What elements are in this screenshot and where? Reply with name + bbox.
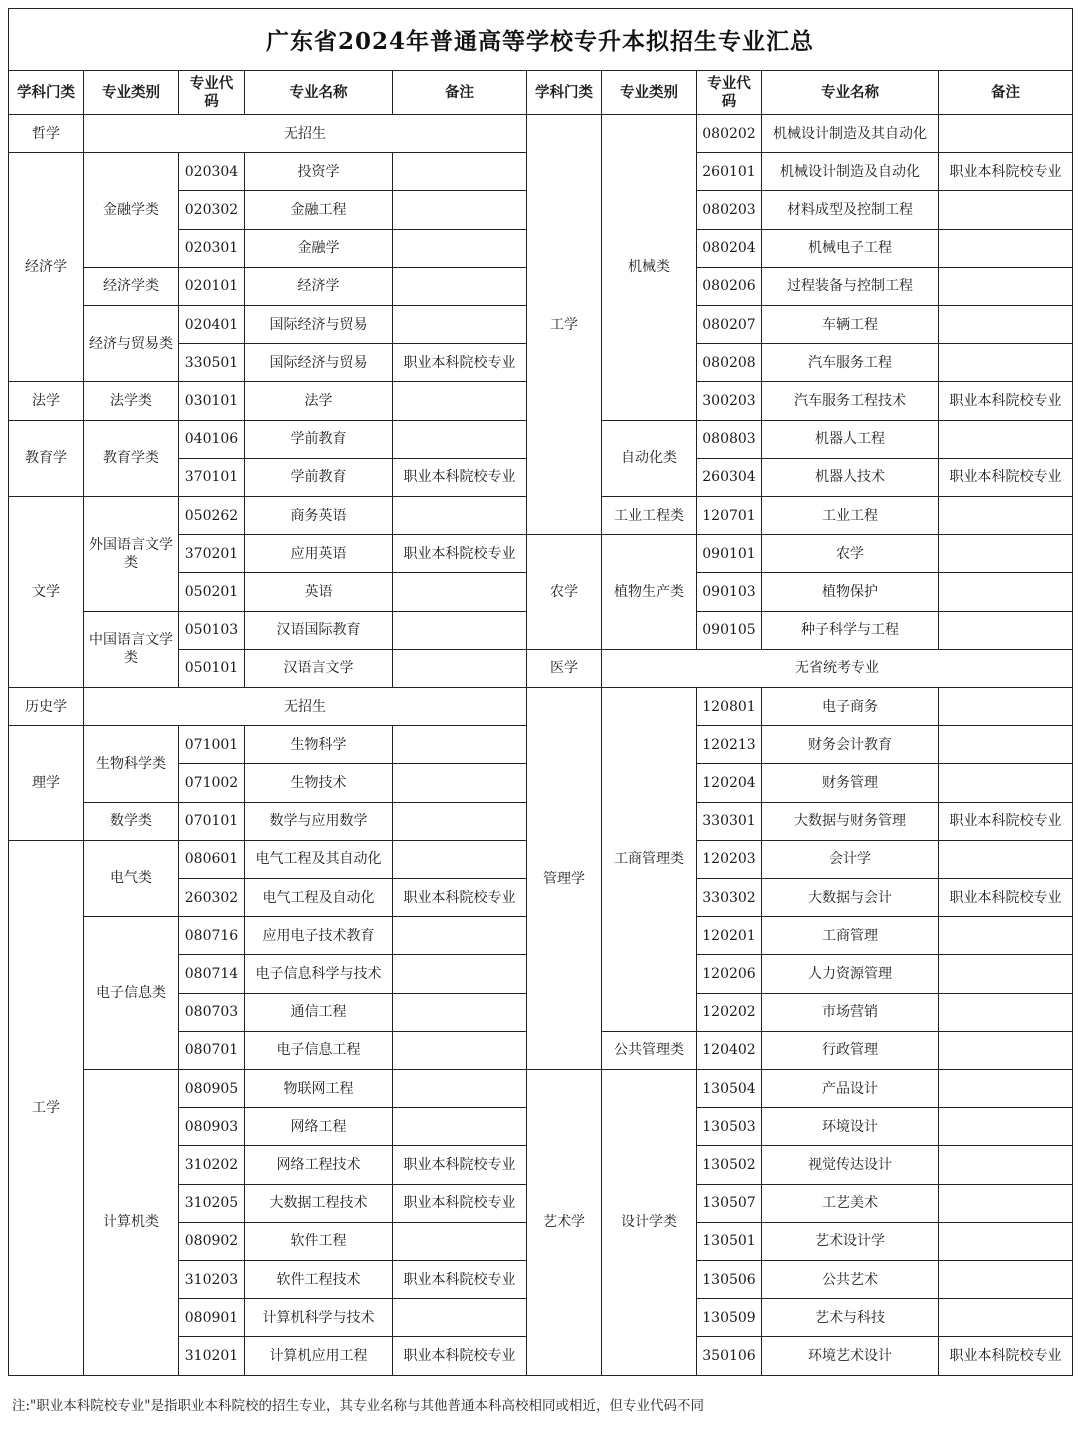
major-code: 120206 — [696, 954, 762, 993]
remark-cell: 职业本科院校专业 — [938, 878, 1073, 917]
major-code: 080703 — [178, 993, 245, 1032]
major-code: 080206 — [696, 267, 762, 306]
remark-cell — [938, 840, 1073, 879]
major-code: 300203 — [696, 381, 762, 420]
major-code: 020302 — [178, 190, 245, 229]
major-name: 环境设计 — [761, 1107, 939, 1146]
remark-cell — [938, 572, 1073, 611]
remark-cell: 职业本科院校专业 — [392, 1145, 527, 1184]
major-name: 经济学 — [244, 267, 393, 306]
major-name: 车辆工程 — [761, 305, 939, 344]
remark-cell — [938, 114, 1073, 153]
major-code: 130509 — [696, 1298, 762, 1337]
remark-cell: 职业本科院校专业 — [938, 152, 1073, 191]
major-name: 软件工程技术 — [244, 1260, 393, 1299]
major-code: 120202 — [696, 993, 762, 1032]
header-major-name: 专业名称 — [244, 70, 393, 115]
header-discipline: 学科门类 — [8, 70, 84, 115]
remark-cell — [938, 305, 1073, 344]
remark-cell — [392, 1107, 527, 1146]
major-code: 020304 — [178, 152, 245, 191]
major-code: 370201 — [178, 534, 245, 573]
major-name: 公共艺术 — [761, 1260, 939, 1299]
major-code: 040106 — [178, 420, 245, 459]
major-code: 310202 — [178, 1145, 245, 1184]
major-code: 050101 — [178, 649, 245, 688]
category-cell: 公共管理类 — [601, 1031, 697, 1070]
remark-cell — [392, 381, 527, 420]
remark-cell — [938, 611, 1073, 650]
major-name: 工商管理 — [761, 916, 939, 955]
major-name: 汉语国际教育 — [244, 611, 393, 650]
discipline-cell: 医学 — [526, 649, 602, 688]
major-code: 130504 — [696, 1069, 762, 1108]
major-code: 120213 — [696, 725, 762, 764]
remark-cell: 职业本科院校专业 — [938, 458, 1073, 497]
major-code: 130507 — [696, 1184, 762, 1223]
major-code: 260304 — [696, 458, 762, 497]
remark-cell — [392, 1222, 527, 1261]
major-name: 网络工程 — [244, 1107, 393, 1146]
category-cell: 设计学类 — [601, 1069, 697, 1376]
header-category: 专业类别 — [601, 70, 697, 115]
major-code: 080202 — [696, 114, 762, 153]
major-name: 植物保护 — [761, 572, 939, 611]
major-name: 机械设计制造及自动化 — [761, 152, 939, 191]
major-code: 080207 — [696, 305, 762, 344]
header-discipline: 学科门类 — [526, 70, 602, 115]
major-name: 市场营销 — [761, 993, 939, 1032]
major-code: 080601 — [178, 840, 245, 879]
major-code: 071001 — [178, 725, 245, 764]
major-name: 计算机应用工程 — [244, 1336, 393, 1375]
remark-cell — [392, 763, 527, 802]
remark-cell — [938, 916, 1073, 955]
remark-cell: 职业本科院校专业 — [392, 878, 527, 917]
title-frame — [8, 8, 1073, 71]
remark-cell — [938, 229, 1073, 268]
major-name: 财务管理 — [761, 763, 939, 802]
major-name: 计算机科学与技术 — [244, 1298, 393, 1337]
remark-cell — [938, 1260, 1073, 1299]
category-cell: 中国语言文学类 — [83, 611, 179, 688]
major-code: 080701 — [178, 1031, 245, 1070]
major-name: 数学与应用数学 — [244, 802, 393, 841]
major-name: 机械设计制造及其自动化 — [761, 114, 939, 153]
remark-cell — [938, 420, 1073, 459]
major-name: 大数据与财务管理 — [761, 802, 939, 841]
remark-cell — [938, 1069, 1073, 1108]
major-code: 130506 — [696, 1260, 762, 1299]
category-cell: 数学类 — [83, 802, 179, 841]
header-remark: 备注 — [938, 70, 1073, 115]
major-name: 金融工程 — [244, 190, 393, 229]
no-enrollment-note: 无招生 — [83, 114, 527, 153]
major-name: 国际经济与贸易 — [244, 343, 393, 382]
major-name: 生物科学 — [244, 725, 393, 764]
major-code: 330301 — [696, 802, 762, 841]
discipline-cell: 教育学 — [8, 420, 84, 497]
remark-cell — [938, 190, 1073, 229]
remark-cell — [938, 1031, 1073, 1070]
no-enrollment-note: 无省统考专业 — [601, 649, 1073, 688]
major-name: 学前教育 — [244, 458, 393, 497]
major-code: 130501 — [696, 1222, 762, 1261]
major-code: 070101 — [178, 802, 245, 841]
category-cell: 计算机类 — [83, 1069, 179, 1376]
remark-cell — [938, 267, 1073, 306]
remark-cell — [392, 993, 527, 1032]
category-cell: 外国语言文学类 — [83, 496, 179, 612]
major-code: 120204 — [696, 763, 762, 802]
remark-cell — [392, 725, 527, 764]
category-cell: 电气类 — [83, 840, 179, 917]
major-name: 工艺美术 — [761, 1184, 939, 1223]
major-code: 130503 — [696, 1107, 762, 1146]
remark-cell: 职业本科院校专业 — [392, 458, 527, 497]
major-code: 050201 — [178, 572, 245, 611]
remark-cell — [938, 1107, 1073, 1146]
major-code: 310203 — [178, 1260, 245, 1299]
category-cell: 植物生产类 — [601, 534, 697, 650]
remark-cell: 职业本科院校专业 — [392, 1184, 527, 1223]
major-name: 大数据工程技术 — [244, 1184, 393, 1223]
major-name: 机械电子工程 — [761, 229, 939, 268]
major-code: 090105 — [696, 611, 762, 650]
category-cell: 生物科学类 — [83, 725, 179, 802]
major-name: 电气工程及其自动化 — [244, 840, 393, 879]
major-code: 080902 — [178, 1222, 245, 1261]
remark-cell — [938, 993, 1073, 1032]
major-code: 310205 — [178, 1184, 245, 1223]
major-name: 产品设计 — [761, 1069, 939, 1108]
major-code: 350106 — [696, 1336, 762, 1375]
major-code: 330501 — [178, 343, 245, 382]
category-cell: 经济与贸易类 — [83, 305, 179, 382]
major-name: 汽车服务工程 — [761, 343, 939, 382]
remark-cell: 职业本科院校专业 — [938, 802, 1073, 841]
remark-cell — [392, 1031, 527, 1070]
majors-table — [8, 8, 1072, 1374]
major-name: 财务会计教育 — [761, 725, 939, 764]
category-cell: 经济学类 — [83, 267, 179, 306]
remark-cell: 职业本科院校专业 — [392, 1336, 527, 1375]
remark-cell — [938, 343, 1073, 382]
major-code: 260101 — [696, 152, 762, 191]
remark-cell — [392, 954, 527, 993]
major-code: 020301 — [178, 229, 245, 268]
discipline-cell: 工学 — [8, 840, 84, 1376]
remark-cell — [392, 420, 527, 459]
discipline-cell: 农学 — [526, 534, 602, 650]
remark-cell: 职业本科院校专业 — [938, 381, 1073, 420]
major-name: 学前教育 — [244, 420, 393, 459]
discipline-cell: 理学 — [8, 725, 84, 841]
major-name: 材料成型及控制工程 — [761, 190, 939, 229]
header-code: 专业代码 — [696, 70, 762, 115]
major-name: 生物技术 — [244, 763, 393, 802]
header-major-name: 专业名称 — [761, 70, 939, 115]
remark-cell — [938, 1145, 1073, 1184]
category-cell: 法学类 — [83, 381, 179, 420]
major-name: 大数据与会计 — [761, 878, 939, 917]
major-name: 汉语言文学 — [244, 649, 393, 688]
major-code: 120701 — [696, 496, 762, 535]
major-name: 物联网工程 — [244, 1069, 393, 1108]
remark-cell: 职业本科院校专业 — [392, 534, 527, 573]
remark-cell — [392, 572, 527, 611]
remark-cell — [392, 190, 527, 229]
category-cell: 金融学类 — [83, 152, 179, 268]
major-code: 080903 — [178, 1107, 245, 1146]
remark-cell — [392, 229, 527, 268]
remark-cell: 职业本科院校专业 — [392, 1260, 527, 1299]
remark-cell — [938, 725, 1073, 764]
major-code: 090103 — [696, 572, 762, 611]
remark-cell — [938, 1298, 1073, 1337]
major-name: 法学 — [244, 381, 393, 420]
major-name: 应用电子技术教育 — [244, 916, 393, 955]
major-name: 电子信息工程 — [244, 1031, 393, 1070]
major-code: 080208 — [696, 343, 762, 382]
remark-cell — [938, 954, 1073, 993]
major-name: 投资学 — [244, 152, 393, 191]
category-cell: 工业工程类 — [601, 496, 697, 535]
major-name: 行政管理 — [761, 1031, 939, 1070]
no-enrollment-note: 无招生 — [83, 687, 527, 726]
major-code: 130502 — [696, 1145, 762, 1184]
major-code: 080905 — [178, 1069, 245, 1108]
major-name: 金融学 — [244, 229, 393, 268]
discipline-cell: 文学 — [8, 496, 84, 688]
major-code: 310201 — [178, 1336, 245, 1375]
header-remark: 备注 — [392, 70, 527, 115]
remark-cell — [392, 840, 527, 879]
remark-cell — [938, 687, 1073, 726]
major-code: 120402 — [696, 1031, 762, 1070]
header-category: 专业类别 — [83, 70, 179, 115]
major-name: 机器人工程 — [761, 420, 939, 459]
discipline-cell: 管理学 — [526, 687, 602, 1070]
major-code: 330302 — [696, 878, 762, 917]
remark-cell — [392, 649, 527, 688]
major-code: 120801 — [696, 687, 762, 726]
discipline-cell: 哲学 — [8, 114, 84, 153]
remark-cell — [392, 611, 527, 650]
footnote: 注:"职业本科院校专业"是指职业本科院校的招生专业，其专业名称与其他普通本科高校相同或相近，但专业代码不同 — [12, 1398, 704, 1414]
major-name: 网络工程技术 — [244, 1145, 393, 1184]
major-code: 120201 — [696, 916, 762, 955]
major-name: 商务英语 — [244, 496, 393, 535]
remark-cell — [392, 152, 527, 191]
remark-cell — [392, 1298, 527, 1337]
major-name: 工业工程 — [761, 496, 939, 535]
discipline-cell: 经济学 — [8, 152, 84, 382]
major-code: 071002 — [178, 763, 245, 802]
category-cell: 电子信息类 — [83, 916, 179, 1070]
major-code: 090101 — [696, 534, 762, 573]
major-code: 080716 — [178, 916, 245, 955]
major-code: 080901 — [178, 1298, 245, 1337]
major-name: 国际经济与贸易 — [244, 305, 393, 344]
category-cell: 教育学类 — [83, 420, 179, 497]
major-code: 050103 — [178, 611, 245, 650]
remark-cell — [938, 534, 1073, 573]
header-code: 专业代码 — [178, 70, 245, 115]
major-name: 英语 — [244, 572, 393, 611]
major-name: 艺术设计学 — [761, 1222, 939, 1261]
major-name: 机器人技术 — [761, 458, 939, 497]
remark-cell — [938, 1184, 1073, 1223]
major-code: 020101 — [178, 267, 245, 306]
major-name: 汽车服务工程技术 — [761, 381, 939, 420]
remark-cell — [392, 802, 527, 841]
remark-cell: 职业本科院校专业 — [938, 1336, 1073, 1375]
major-name: 农学 — [761, 534, 939, 573]
major-name: 应用英语 — [244, 534, 393, 573]
major-code: 080803 — [696, 420, 762, 459]
major-name: 软件工程 — [244, 1222, 393, 1261]
major-name: 电气工程及自动化 — [244, 878, 393, 917]
major-name: 艺术与科技 — [761, 1298, 939, 1337]
major-name: 电子信息科学与技术 — [244, 954, 393, 993]
major-name: 通信工程 — [244, 993, 393, 1032]
major-name: 会计学 — [761, 840, 939, 879]
category-cell: 自动化类 — [601, 420, 697, 497]
discipline-cell: 历史学 — [8, 687, 84, 726]
major-code: 080714 — [178, 954, 245, 993]
major-name: 环境艺术设计 — [761, 1336, 939, 1375]
category-cell: 工商管理类 — [601, 687, 697, 1032]
remark-cell: 职业本科院校专业 — [392, 343, 527, 382]
page-title: 广东省2024年普通高等学校专升本拟招生专业汇总 — [265, 27, 814, 55]
major-code: 370101 — [178, 458, 245, 497]
discipline-cell: 艺术学 — [526, 1069, 602, 1376]
discipline-cell: 法学 — [8, 381, 84, 420]
remark-cell — [392, 496, 527, 535]
major-name: 人力资源管理 — [761, 954, 939, 993]
major-code: 050262 — [178, 496, 245, 535]
remark-cell — [938, 496, 1073, 535]
remark-cell — [392, 1069, 527, 1108]
major-name: 过程装备与控制工程 — [761, 267, 939, 306]
major-name: 视觉传达设计 — [761, 1145, 939, 1184]
major-code: 030101 — [178, 381, 245, 420]
remark-cell — [938, 763, 1073, 802]
category-cell: 机械类 — [601, 114, 697, 421]
remark-cell — [938, 1222, 1073, 1261]
remark-cell — [392, 916, 527, 955]
major-name: 电子商务 — [761, 687, 939, 726]
discipline-cell: 工学 — [526, 114, 602, 535]
major-code: 080203 — [696, 190, 762, 229]
remark-cell — [392, 267, 527, 306]
major-name: 种子科学与工程 — [761, 611, 939, 650]
major-code: 020401 — [178, 305, 245, 344]
major-code: 120203 — [696, 840, 762, 879]
major-code: 260302 — [178, 878, 245, 917]
remark-cell — [392, 305, 527, 344]
major-code: 080204 — [696, 229, 762, 268]
